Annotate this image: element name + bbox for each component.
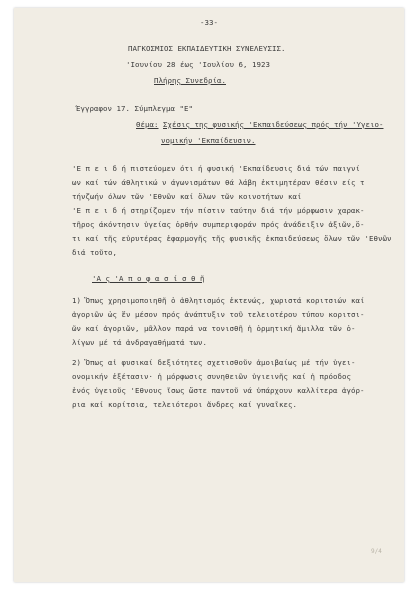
resolution-title: 'Α ς 'Α π ο φ α σ ί σ θ ῆ	[92, 274, 205, 283]
session-name-text: Πλήρης Συνεδρία.	[154, 76, 226, 85]
paragraph-line: τῆρος άκόντησιν ὑγείας ὀρθήν συμπεριφοράν πρός ἀνάδειξιν ἀξιῶν,ὅ-	[72, 220, 365, 229]
paragraph-line: 'Ε π ε ι δ ή στηρίζομεν τήν πίστιν ταύτην διά τήν μόρφωσιν χαρακ-	[72, 206, 365, 215]
resolution-line: ρια καί κορίτσια, τελειότεροι ἄνδρες καί γυναῖκες.	[72, 400, 297, 409]
paragraph-line: 'Ε π ε ι δ ή πιστεύομεν ότι ή φυσική 'Εκπαίδευσις διά τών παιγνί	[72, 164, 360, 173]
document-page	[14, 8, 404, 582]
archive-stamp: 9/4	[371, 548, 382, 555]
paragraph-line: διά τοῦτο,	[72, 248, 117, 257]
paragraph-line: τήνζωήν όλων τῶν 'Εθνῶν καί ὅλων τῶν κοινοτήτων καί	[72, 192, 302, 201]
subject-line-2	[161, 136, 256, 145]
subject-label: Θέμα:	[136, 120, 159, 129]
page-number: -33-	[200, 18, 218, 27]
subject-text-1: Σχέσις της φυσικής 'Εκπαιδεύσεως πρός τήν 'Υγειο-	[163, 120, 384, 129]
resolution-line: ῶν καί ἀγοριῶν, μᾶλλον παρά να τονισθῆ ἡ ὁρμητική ἅμιλλα τῶν ὀ-	[72, 324, 356, 333]
conference-title: ΠΑΓΚΟΣΜΙΟΣ ΕΚΠΑΙΔΕΥΤΙΚΗ ΣΥΝΕΛΕΥΣΙΣ.	[128, 44, 286, 53]
resolution-line: λίγων μέ τά ἀνδραγαθήματά των.	[72, 338, 207, 347]
resolution-line: ἀγοριῶν ὡς ἕν μέσον πρός ἀνάπτυξιν τοῦ τελειοτέρου τύπου κοριτσι-	[72, 310, 365, 319]
resolution-line: ἑνός ὑγειοῦς 'Εθνους ἴσως ὥστε παντοῦ νά ὑπάρχουν καλλίτερα ἀγόρ-	[72, 386, 365, 395]
session-name	[154, 76, 226, 85]
document-reference: Έγγραφον 17. Σύμπλεγμα "Ε"	[76, 104, 193, 113]
paragraph-line: τι καί τῆς εὐρυτέρας ἐφαρμογῆς τῆς φυσικῆς ἐκπαιδεύσεως ὅλων τῶν 'Εθνῶν	[72, 234, 392, 243]
resolution-line: ονομικήν ἐξέτασιν· ἡ μόρφωσις συνηθειῶν ὑγιεινῆς καί ἡ πρόοδος	[72, 372, 351, 381]
resolution-line: 1) Ὅπως χρησιμοποιηθῆ ὁ ἀθλητισμός ἐκτενώς, χωριστά κοριτσιών καί	[72, 296, 365, 305]
subject-line	[136, 120, 383, 129]
resolution-line: 2) Ὅπως αἱ φυσικαί δεξιότητες σχετισθοῦν ἀμοιβαίως μέ τήν ὑγει-	[72, 358, 356, 367]
subject-text-2: νομικήν 'Εκπαίδευσιν.	[161, 136, 256, 145]
paragraph-line: ων καί τών άθλητικώ ν άγωνισμάτων θά λάβη ἐκτιμητέραν θέσιν είς τ	[72, 178, 365, 187]
conference-dates: 'Ιουνίου 28 έως 'Ιουλίου 6, 1923	[126, 60, 270, 69]
